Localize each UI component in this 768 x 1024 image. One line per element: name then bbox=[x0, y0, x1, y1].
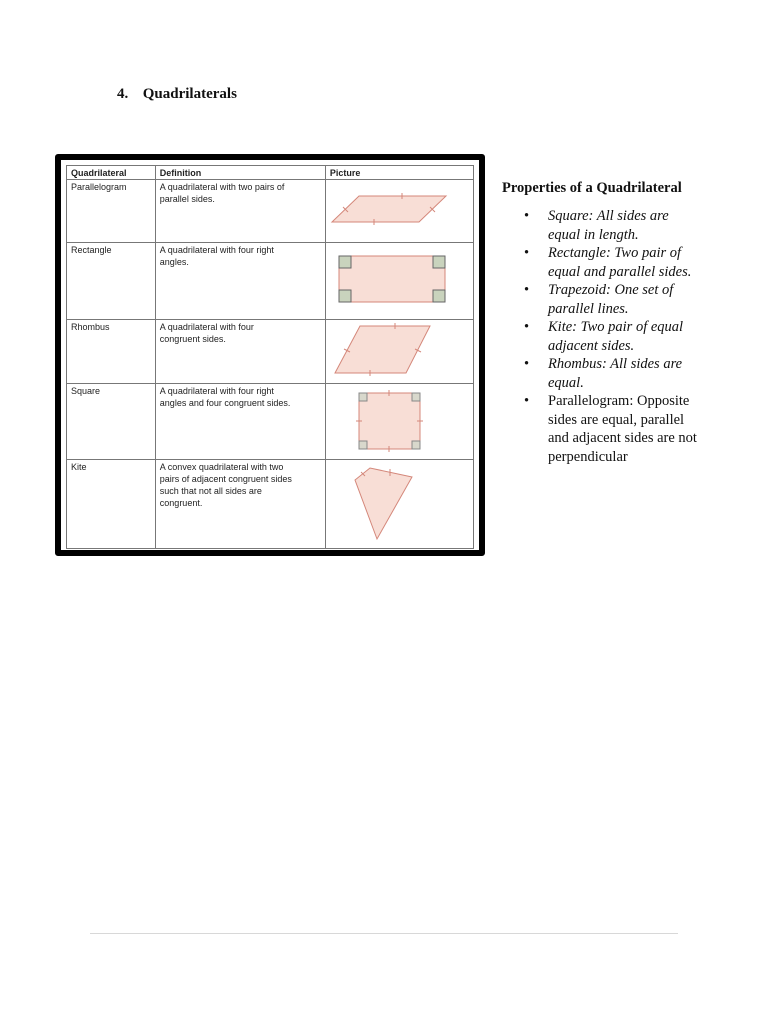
quadrilateral-table bbox=[66, 165, 474, 549]
row-picture bbox=[325, 180, 473, 243]
square-shape bbox=[326, 384, 466, 457]
row-name: Rhombus bbox=[67, 320, 156, 384]
row-definition bbox=[155, 320, 325, 384]
table-row bbox=[67, 320, 474, 384]
definition-line: angles. bbox=[159, 257, 189, 267]
bullet-icon: • bbox=[524, 319, 530, 335]
definition-line: A convex quadrilateral with two bbox=[159, 462, 284, 472]
rectangle-shape bbox=[326, 243, 466, 317]
list-item bbox=[502, 318, 752, 355]
quadrilateral-table-figure bbox=[55, 154, 485, 556]
row-picture bbox=[325, 320, 473, 384]
list-item bbox=[502, 207, 752, 244]
row-picture bbox=[325, 243, 473, 320]
row-picture bbox=[325, 460, 473, 549]
property-line: Square: All sides are bbox=[548, 208, 669, 224]
header-definition: Definition bbox=[155, 166, 325, 180]
property-line: adjacent sides. bbox=[548, 337, 635, 354]
row-name: Parallelogram bbox=[67, 180, 156, 243]
definition-line: congruent sides. bbox=[159, 334, 226, 344]
section-number: 4. bbox=[117, 86, 129, 102]
property-line: equal in length. bbox=[548, 226, 639, 243]
definition-line: parallel sides. bbox=[159, 194, 215, 204]
bullet-icon: • bbox=[524, 282, 530, 298]
section-title: Quadrilaterals bbox=[142, 86, 237, 102]
properties-panel bbox=[502, 180, 752, 466]
table-row bbox=[67, 384, 474, 460]
bullet-icon: • bbox=[524, 245, 530, 261]
property-line: perpendicular bbox=[548, 448, 628, 465]
properties-title: Properties of a Quadrilateral bbox=[502, 180, 682, 196]
list-item bbox=[502, 355, 752, 392]
property-line: parallel lines. bbox=[548, 300, 629, 317]
row-name: Rectangle bbox=[67, 243, 156, 320]
property-line: Trapezoid: One set of bbox=[548, 282, 674, 298]
list-item bbox=[502, 244, 752, 281]
definition-line: such that not all sides are bbox=[159, 486, 262, 496]
property-line: Kite: Two pair of equal bbox=[548, 319, 684, 335]
properties-list bbox=[502, 207, 752, 466]
property-line: and adjacent sides are not bbox=[548, 430, 697, 446]
property-line: equal and parallel sides. bbox=[548, 263, 692, 280]
row-name: Square bbox=[67, 384, 156, 460]
definition-line: A quadrilateral with four right bbox=[159, 386, 274, 396]
table-row bbox=[67, 243, 474, 320]
property-text bbox=[548, 393, 697, 465]
property-line: sides are equal, parallel bbox=[548, 411, 685, 428]
row-picture bbox=[325, 384, 473, 460]
bullet-icon: • bbox=[524, 208, 530, 224]
property-line: equal. bbox=[548, 374, 584, 391]
definition-line: A quadrilateral with four bbox=[159, 322, 254, 332]
rhombus-shape bbox=[326, 320, 466, 381]
definition-line: angles and four congruent sides. bbox=[159, 398, 291, 408]
property-text bbox=[548, 356, 682, 391]
definition-line: A quadrilateral with two pairs of bbox=[159, 182, 285, 192]
header-picture: Picture bbox=[325, 166, 473, 180]
table-row bbox=[67, 180, 474, 243]
row-definition bbox=[155, 180, 325, 243]
row-definition bbox=[155, 384, 325, 460]
property-text bbox=[548, 208, 669, 243]
property-line: Rectangle: Two pair of bbox=[548, 245, 682, 261]
kite-shape bbox=[326, 460, 466, 546]
footer-divider bbox=[90, 933, 678, 934]
row-definition bbox=[155, 243, 325, 320]
property-text bbox=[548, 282, 673, 317]
list-item bbox=[502, 281, 752, 318]
property-line: Rhombus: All sides are bbox=[548, 356, 683, 372]
row-name: Kite bbox=[67, 460, 156, 549]
parallelogram-shape bbox=[326, 180, 466, 240]
definition-line: pairs of adjacent congruent sides bbox=[159, 474, 292, 484]
row-definition bbox=[155, 460, 325, 549]
list-item bbox=[502, 392, 752, 466]
table-row bbox=[67, 460, 474, 549]
definition-line: congruent. bbox=[159, 498, 203, 508]
bullet-icon: • bbox=[524, 356, 530, 372]
section-heading bbox=[117, 86, 237, 103]
property-text bbox=[548, 245, 691, 280]
definition-line: A quadrilateral with four right bbox=[159, 245, 274, 255]
property-text bbox=[548, 319, 683, 354]
bullet-icon: • bbox=[524, 393, 530, 409]
property-line: Parallelogram: Opposite bbox=[548, 393, 690, 409]
header-quadrilateral: Quadrilateral bbox=[67, 166, 156, 180]
